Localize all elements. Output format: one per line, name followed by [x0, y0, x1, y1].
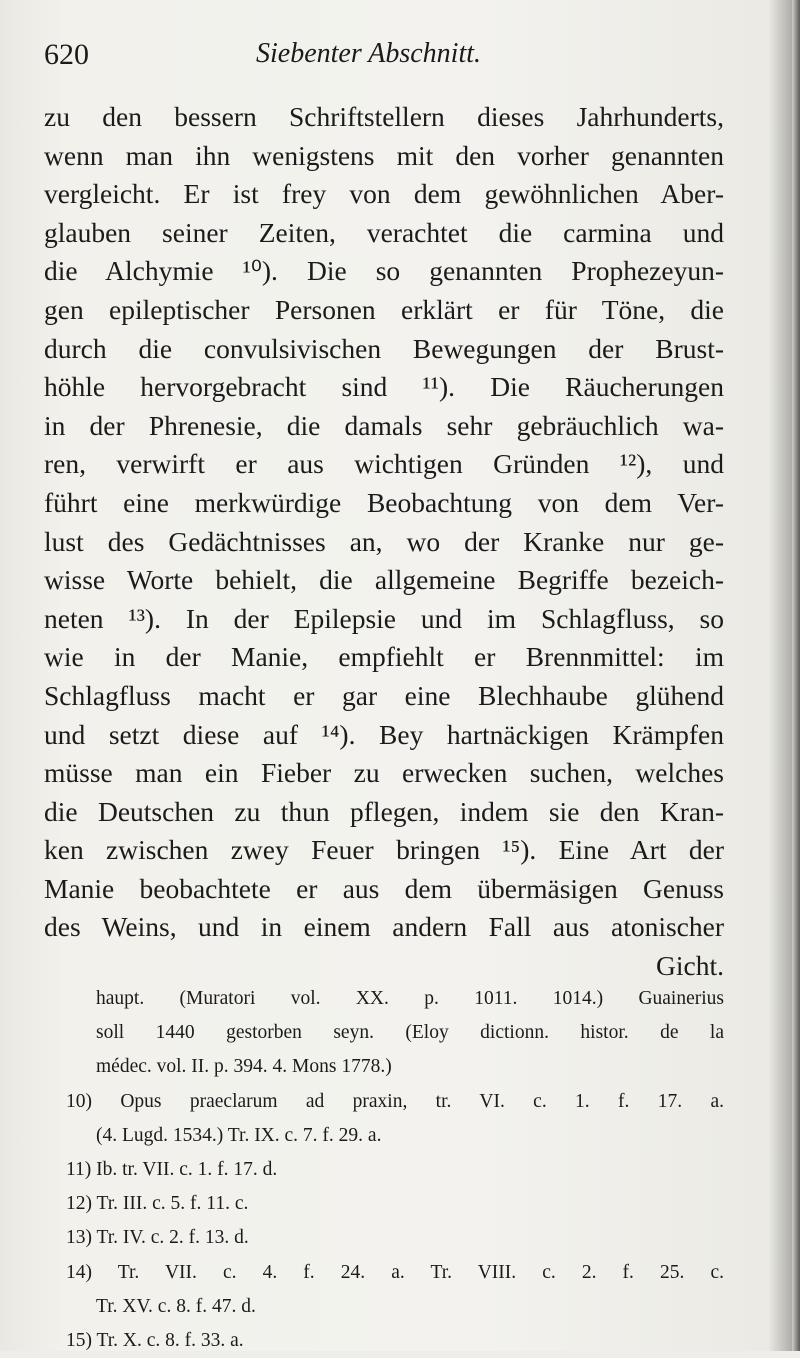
page-edge — [792, 0, 800, 1351]
text-line: führt eine merkwürdige Beobachtung von dem Ver- — [44, 486, 724, 518]
text-line: glauben seiner Zeiten, verachtet die carmina und — [44, 216, 724, 248]
text-line: wenn man ihn wenigstens mit den vorher genannten — [44, 139, 724, 171]
text-line: des Weins, und in einem andern Fall aus atonischer — [44, 911, 724, 943]
text-line: vergleicht. Er ist frey von dem gewöhnlichen Aber- — [44, 178, 724, 210]
text-line: Manie beobachtete er aus dem übermäsigen Genuss — [44, 872, 724, 904]
text-line: lust des Gedächtnisses an, wo der Kranke nur ge- — [44, 525, 724, 557]
text-line: wie in der Manie, empfiehlt er Brennmittel: im — [44, 641, 724, 673]
text-line-last: Gicht. — [656, 950, 724, 982]
footnote-line: haupt. (Muratori vol. XX. p. 1011. 1014.) Guainerius — [96, 988, 724, 1009]
footnote-12: 12) Tr. III. c. 5. f. 11. c. — [66, 1193, 249, 1215]
text-line: wisse Worte behielt, die allgemeine Begriffe bezeich- — [44, 564, 724, 596]
text-line: neten ¹³). In der Epilepsie und im Schlagfluss, so — [44, 602, 724, 634]
footnote-line: (4. Lugd. 1534.) Tr. IX. c. 7. f. 29. a. — [96, 1124, 382, 1146]
text-line: und setzt diese auf ¹⁴). Bey hartnäckigen Krämpfen — [44, 718, 724, 750]
main-text — [44, 98, 724, 986]
text-line: die Deutschen zu thun pflegen, indem sie den Kran- — [44, 795, 724, 827]
footnote-14: 14) Tr. VII. c. 4. f. 24. a. Tr. VIII. c. 2. f. 25. c. — [66, 1261, 724, 1283]
text-line: in der Phrenesie, die damals sehr gebräuchlich wa- — [44, 409, 724, 441]
text-line: die Alchymie ¹⁰). Die so genannten Prophezeyun- — [44, 255, 724, 287]
footnotes — [66, 982, 724, 1358]
footnote-line: soll 1440 gestorben seyn. (Eloy dictionn. histor. de la — [96, 1022, 724, 1044]
footnote-11: 11) Ib. tr. VII. c. 1. f. 17. d. — [66, 1158, 278, 1180]
footnote-15: 15) Tr. X. c. 8. f. 33. a. — [66, 1329, 244, 1351]
footnote-line: médec. vol. II. p. 394. 4. Mons 1778.) — [96, 1056, 392, 1078]
page-header — [44, 38, 724, 82]
page-number: 620 — [44, 38, 89, 71]
text-line: Schlagfluss macht er gar eine Blechhaube glühend — [44, 679, 724, 711]
running-head: Siebenter Abschnitt. — [256, 38, 481, 69]
footnote-10: 10) Opus praeclarum ad praxin, tr. VI. c. 1. f. 17. a. — [66, 1090, 724, 1112]
text-line: müsse man ein Fieber zu erwecken suchen, welches — [44, 757, 724, 789]
text-line: ren, verwirft er aus wichtigen Gründen ¹²), und — [44, 448, 724, 480]
footnote-line: Tr. XV. c. 8. f. 47. d. — [96, 1295, 256, 1317]
footnote-13: 13) Tr. IV. c. 2. f. 13. d. — [66, 1227, 249, 1249]
text-line: gen epileptischer Personen erklärt er für Töne, die — [44, 293, 724, 325]
text-line: durch die convulsivischen Bewegungen der Brust- — [44, 332, 724, 364]
text-line: höhle hervorgebracht sind ¹¹). Die Räucherungen — [44, 371, 724, 403]
text-line: zu den bessern Schriftstellern dieses Jahrhunderts, — [44, 101, 724, 132]
text-line: ken zwischen zwey Feuer bringen ¹⁵). Eine Art der — [44, 834, 724, 866]
